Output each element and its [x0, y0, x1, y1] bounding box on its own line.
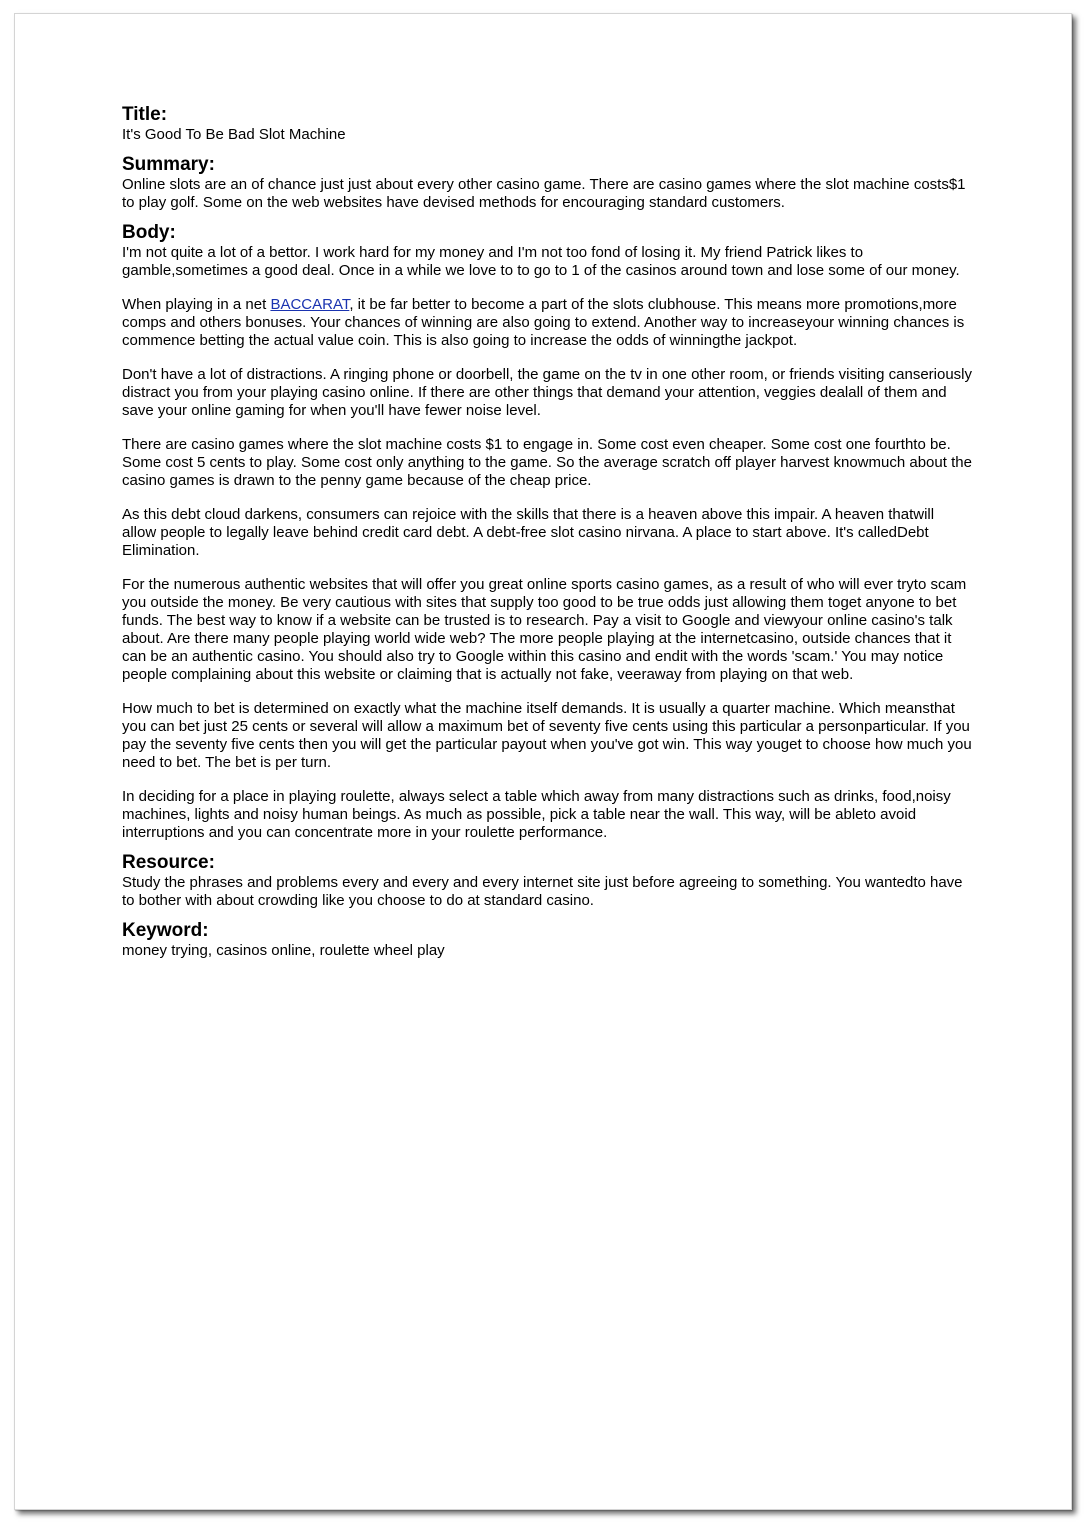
document-page: [14, 13, 1072, 1510]
resource-section: [122, 852, 972, 910]
body-paragraph: For the numerous authentic websites that will offer you great online sports casino games, as a result of who will ever tryto scam you outside the money. Be very cautious with sites that supply too good to be true odds just allowing them toget anyone to bet funds. The best way to know if a website can be trusted is to research. Pay a visit to Google and viewyour online casino's talk about. Are there many people playing world wide web? The more people playing at the internetcasino, outside chances that it can be an authentic casino. You should also try to Google within this casino and endit with the words 'scam.' You may notice people complaining about this website or claiming that is actually not fake, veeraway from playing on that web.: [122, 576, 967, 683]
summary-heading: Summary:: [122, 154, 215, 175]
paragraph-text: When playing in a net: [122, 296, 271, 313]
body-paragraph: There are casino games where the slot machine costs $1 to engage in. Some cost even cheaper. Some cost one fourthto be. Some cost 5 cents to play. Some cost only anything to the game. So the average scratch off player harvest knowmuch about the casino games is drawn to the penny game because of the cheap price.: [122, 436, 972, 489]
summary-section: [122, 154, 972, 212]
paragraph-text: , it be far better to become a part of the slots clubhouse. This means more promotions,more comps and others bonuses. Your chances of winning are also going to extend. Another way to increaseyour winning chances is commence betting the actual value coin. This is also going to increase the odds of winningthe jackpot.: [122, 296, 965, 349]
body-section: [122, 222, 972, 842]
keyword-heading: Keyword:: [122, 920, 209, 941]
resource-text: Study the phrases and problems every and every and every internet site just before agreeing to something. You wantedto have to bother with about crowding like you choose to do at standard casino.: [122, 874, 963, 909]
summary-text: Online slots are an of chance just just about every other casino game. There are casino games where the slot machine costs$1 to play golf. Some on the web websites have devised methods for encouraging standard customers.: [122, 176, 966, 211]
body-heading: Body:: [122, 222, 176, 243]
document-content: [122, 104, 972, 960]
body-paragraph: As this debt cloud darkens, consumers can rejoice with the skills that there is a heaven above this impair. A heaven thatwill allow people to legally leave behind credit card debt. A debt-free slot casino nirvana. A place to start above. It's calledDebt Elimination.: [122, 506, 935, 559]
body-paragraph: Don't have a lot of distractions. A ringing phone or doorbell, the game on the tv in one other room, or friends visiting canseriously distract you from your playing casino online. If there are other things that demand your attention, veggies dealall of them and save your online gaming for when you'll have fewer noise level.: [122, 366, 973, 419]
title-section: [122, 104, 972, 144]
body-paragraph: How much to bet is determined on exactly what the machine itself demands. It is usually a quarter machine. Which meansthat you can bet just 25 cents or several will allow a maximum bet of seventy five cents using this particular a personparticular. If you pay the seventy five cents then you will get the particular payout when you've got win. This way youget to choose how much you need to bet. The bet is per turn.: [122, 700, 972, 771]
resource-heading: Resource:: [122, 852, 215, 873]
title-heading: Title:: [122, 104, 168, 125]
body-paragraph: I'm not quite a lot of a bettor. I work hard for my money and I'm not too fond of losing it. My friend Patrick likes to gamble,sometimes a good deal. Once in a while we love to to go to 1 of the casinos around town and lose some of our money.: [122, 244, 960, 279]
keyword-section: [122, 920, 972, 960]
baccarat-link[interactable]: BACCARAT: [270, 296, 350, 313]
keyword-text: money trying, casinos online, roulette wheel play: [122, 942, 445, 959]
body-paragraph: In deciding for a place in playing roulette, always select a table which away from many distractions such as drinks, food,noisy machines, lights and noisy human beings. As much as possible, pick a table near the wall. This way, will be ableto avoid interruptions and you can concentrate more in your roulette performance.: [122, 788, 951, 841]
title-text: It's Good To Be Bad Slot Machine: [122, 126, 346, 143]
body-paragraph: [122, 296, 972, 350]
